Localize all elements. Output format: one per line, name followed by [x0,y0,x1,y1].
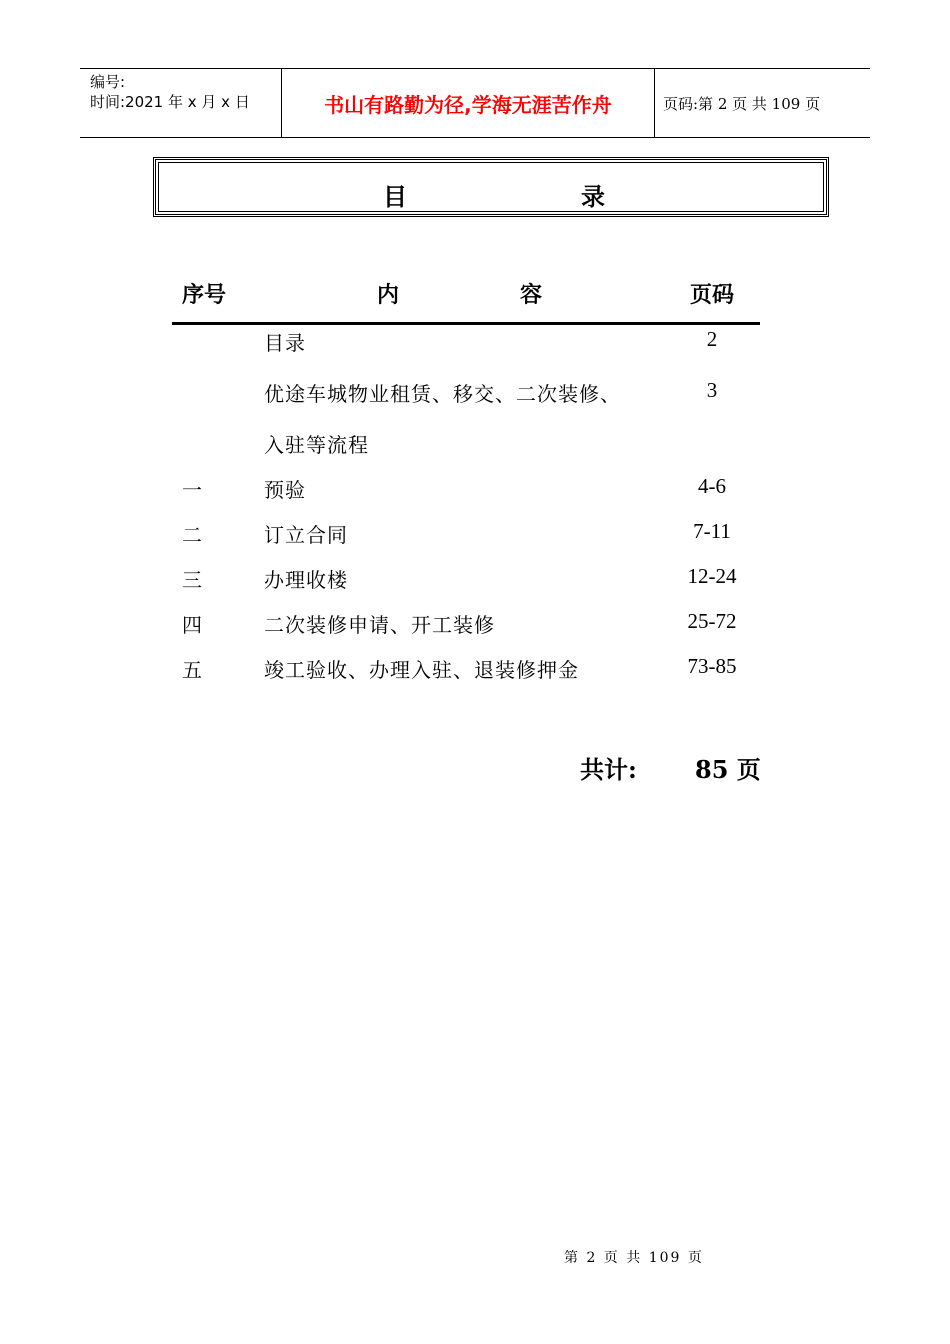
row-seq: 一 [182,478,202,502]
row-seq: 五 [182,658,202,682]
row-page: 4-6 [698,474,726,498]
row-content: 目录 [264,331,306,355]
toc-row [0,429,950,459]
doc-number-label: 编号: [90,73,126,91]
header-motto-cell [282,69,655,137]
header-page-info: 页码:第 2 页 共 109 页 [663,94,821,113]
row-content: 二次装修申请、开工装修 [264,613,495,637]
row-content: 入驻等流程 [264,433,369,457]
toc-row [0,519,950,549]
title-char-2: 录 [581,182,605,211]
row-page: 3 [706,378,718,402]
column-header-content-2: 容 [520,282,543,308]
page-header [80,68,870,138]
footer-page-number: 第 2 页 共 109 页 [564,1250,704,1266]
row-seq: 四 [182,613,202,637]
row-content: 订立合同 [264,523,348,547]
header-rule [172,322,760,325]
row-seq: 二 [182,523,202,547]
toc-row [0,609,950,639]
total-label: 共计: [580,755,637,784]
column-header-page: 页码 [690,282,735,308]
row-page: 73-85 [687,654,737,678]
toc-row [0,654,950,684]
title-char-1: 目 [383,182,407,211]
toc-row [0,564,950,594]
row-page: 2 [706,327,718,351]
column-header-content-1: 内 [377,282,400,308]
row-content: 优途车城物业租赁、移交、二次装修、 [264,382,621,406]
title-box-inner [158,162,824,212]
toc-row [0,474,950,504]
header-page-cell [655,69,870,137]
row-content: 竣工验收、办理入驻、退装修押金 [264,658,579,682]
toc-row [0,327,950,357]
row-page: 12-24 [687,564,737,588]
row-page: 7-11 [693,519,731,543]
motto-text: 书山有路勤为径,学海无涯苦作舟 [324,92,612,117]
row-page: 25-72 [687,609,737,633]
header-meta-cell [80,69,282,137]
toc-row [0,378,950,408]
date-label: 时间:2021 年 x 月 x 日 [90,93,250,111]
row-content: 办理收楼 [264,568,348,592]
row-content: 预验 [264,478,306,502]
title-box [153,157,829,217]
row-seq: 三 [182,568,202,592]
total-value: 85 页 [695,755,761,784]
column-header-seq: 序号 [182,282,227,308]
